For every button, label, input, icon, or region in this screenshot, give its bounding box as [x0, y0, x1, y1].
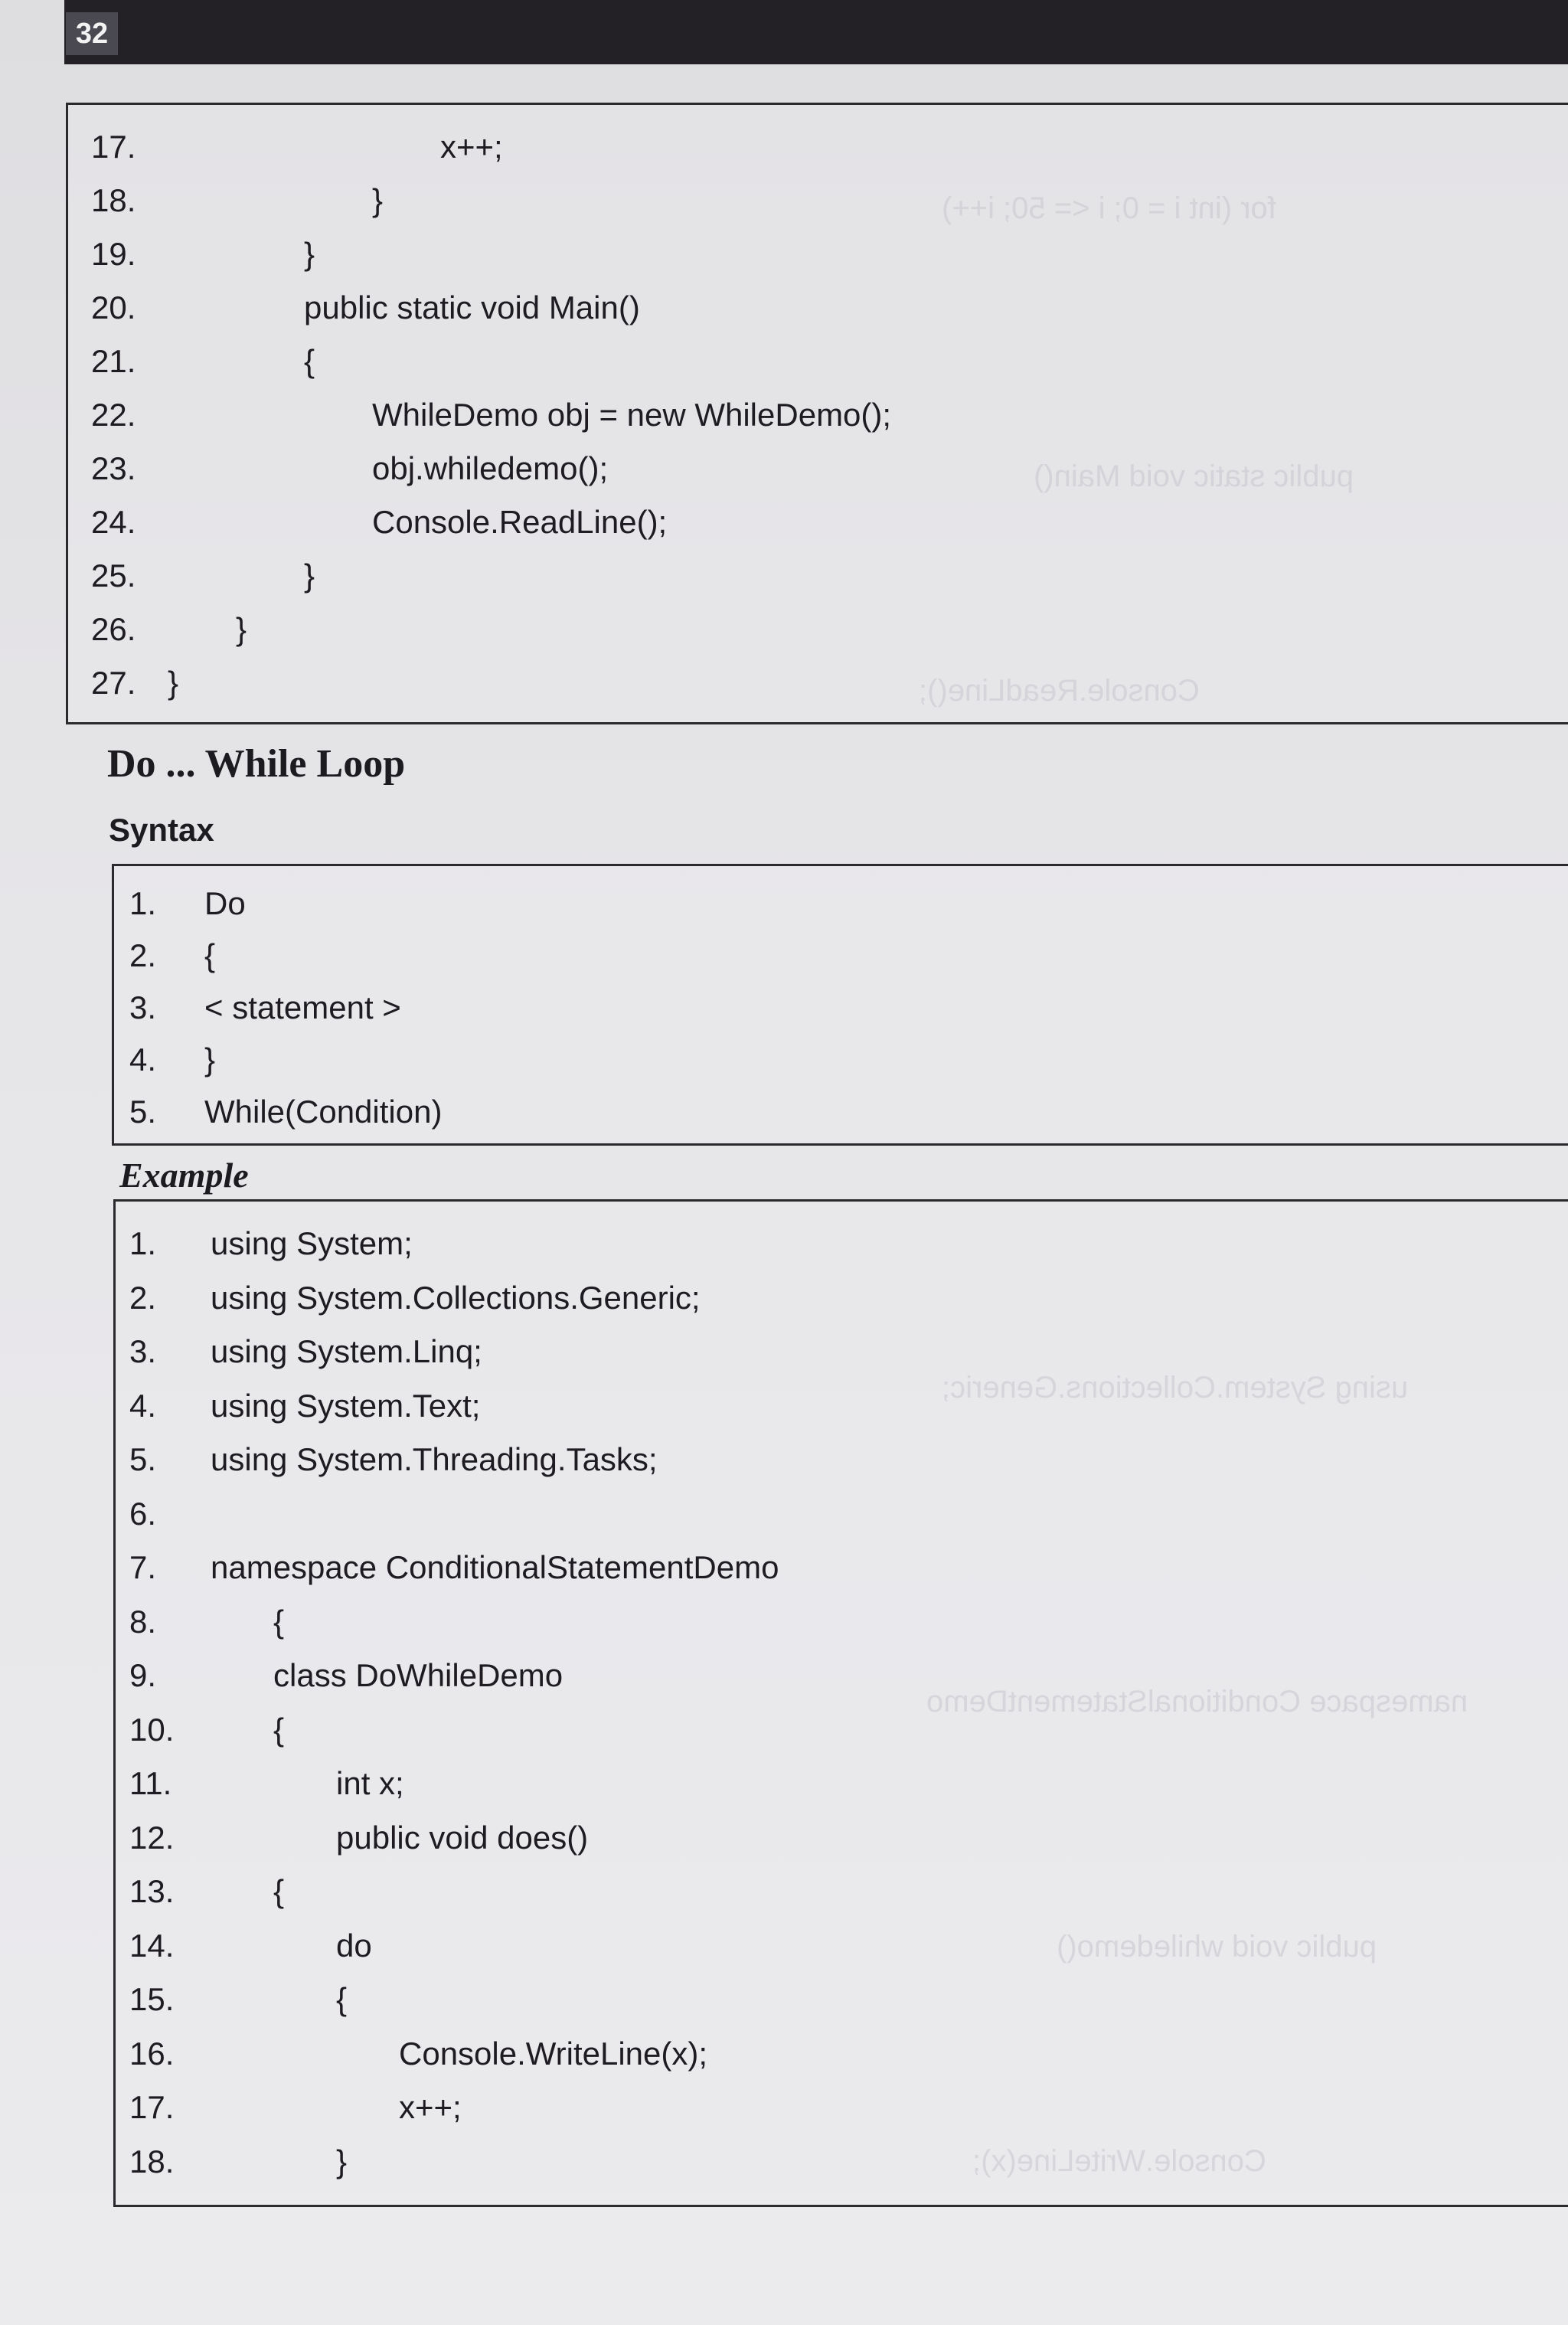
code-line	[116, 2135, 1568, 2189]
line-number: 13.	[129, 1873, 175, 1909]
code-line	[116, 2081, 1568, 2134]
line-number: 12.	[129, 1819, 175, 1856]
line-code: x++;	[440, 129, 503, 165]
line-number: 23.	[91, 450, 136, 486]
code-line	[114, 981, 1568, 1035]
line-number: 8.	[129, 1603, 157, 1640]
line-code: Do	[204, 885, 246, 921]
code-line	[116, 1595, 1568, 1649]
code-line	[116, 1433, 1568, 1486]
line-code: namespace ConditionalStatementDemo	[211, 1549, 779, 1585]
code-line	[116, 1757, 1568, 1810]
line-number: 27.	[91, 665, 136, 701]
line-number: 3.	[129, 1333, 157, 1369]
line-number: 18.	[129, 2143, 175, 2179]
line-code: obj.whiledemo();	[372, 450, 609, 486]
line-code: class DoWhileDemo	[273, 1657, 564, 1693]
line-code: Console.ReadLine();	[372, 504, 668, 540]
bleed-through-text: public static void Main()	[1034, 459, 1354, 493]
line-number: 14.	[129, 1927, 175, 1964]
line-number: 22.	[91, 397, 136, 433]
line-number: 7.	[129, 1549, 157, 1585]
bleed-through-text: namespace ConditionalStatementDemo	[926, 1685, 1468, 1718]
code-line	[68, 120, 1568, 174]
code-line	[68, 281, 1568, 335]
section-title: Do ... While Loop	[107, 742, 406, 786]
line-code: x++;	[399, 2089, 462, 2125]
code-line	[114, 877, 1568, 930]
line-number: 11.	[129, 1765, 172, 1801]
code-line	[116, 1217, 1568, 1270]
code-line	[68, 174, 1568, 227]
bleed-through-text: for (int i = 0; i <= 50; i++)	[942, 191, 1276, 225]
line-code: }	[304, 558, 315, 594]
line-code: {	[336, 1981, 348, 2017]
line-code: {	[204, 937, 216, 973]
line-number: 10.	[129, 1711, 175, 1748]
line-code: {	[273, 1873, 285, 1909]
line-number: 26.	[91, 611, 136, 647]
line-code: }	[204, 1042, 216, 1077]
code-line	[116, 1811, 1568, 1865]
line-code: using System;	[211, 1225, 413, 1261]
line-number: 15.	[129, 1981, 175, 2017]
code-line	[68, 388, 1568, 442]
code-line	[116, 1703, 1568, 1757]
line-code: {	[273, 1711, 285, 1748]
line-code: using System.Threading.Tasks;	[211, 1441, 658, 1477]
code-line	[116, 1919, 1568, 1973]
line-number: 17.	[91, 129, 136, 165]
line-number: 6.	[129, 1495, 157, 1532]
line-number: 3.	[129, 989, 157, 1025]
line-number: 1.	[129, 885, 157, 921]
code-line	[116, 1649, 1568, 1702]
code-line	[68, 603, 1568, 656]
line-code: }	[372, 182, 384, 218]
line-number: 21.	[91, 343, 136, 379]
line-code: }	[168, 665, 179, 701]
code-line	[68, 335, 1568, 388]
line-code: Console.WriteLine(x);	[399, 2035, 708, 2072]
code-line	[68, 656, 1568, 710]
line-code: int x;	[336, 1765, 404, 1801]
line-code: }	[236, 611, 247, 647]
page-number: 32	[66, 12, 118, 55]
line-code: public static void Main()	[304, 289, 640, 325]
code-line	[114, 1033, 1568, 1087]
line-number: 19.	[91, 236, 136, 272]
page-header-bar	[64, 0, 1568, 64]
line-code: do	[336, 1927, 372, 1964]
bleed-through-text: public void whiledemo()	[1057, 1930, 1377, 1964]
line-number: 2.	[129, 1279, 157, 1316]
line-number: 5.	[129, 1441, 157, 1477]
line-code: WhileDemo obj = new WhileDemo();	[372, 397, 892, 433]
code-line	[114, 1085, 1568, 1139]
line-number: 9.	[129, 1657, 157, 1693]
line-code: While(Condition)	[204, 1094, 443, 1130]
syntax-listing	[112, 864, 1568, 1146]
line-code: using System.Text;	[211, 1387, 481, 1424]
example-listing	[113, 1199, 1568, 2207]
code-line	[68, 442, 1568, 495]
line-code: < statement >	[204, 989, 401, 1025]
code-line	[68, 495, 1568, 549]
example-heading: Example	[119, 1156, 249, 1195]
line-number: 24.	[91, 504, 136, 540]
code-line	[116, 1973, 1568, 2026]
code-line	[116, 1379, 1568, 1433]
bleed-through-text: using System.Collections.Generic;	[942, 1371, 1409, 1404]
line-number: 17.	[129, 2089, 175, 2125]
code-line	[116, 1865, 1568, 1918]
line-code: using System.Linq;	[211, 1333, 482, 1369]
line-code: }	[336, 2143, 348, 2179]
line-number: 2.	[129, 937, 157, 973]
line-number: 1.	[129, 1225, 157, 1261]
line-code: {	[304, 343, 315, 379]
code-line	[116, 1325, 1568, 1378]
line-number: 4.	[129, 1387, 157, 1424]
line-code: }	[304, 236, 315, 272]
bleed-through-text: Console.WriteLine(x);	[972, 2144, 1266, 2178]
line-number: 5.	[129, 1094, 157, 1130]
code-line	[68, 549, 1568, 603]
line-number: 4.	[129, 1042, 157, 1077]
code-listing-top	[66, 103, 1568, 724]
line-number: 18.	[91, 182, 136, 218]
syntax-heading: Syntax	[109, 812, 214, 848]
code-line	[114, 929, 1568, 983]
code-line	[116, 1541, 1568, 1594]
line-number: 25.	[91, 558, 136, 594]
code-line	[116, 1487, 1568, 1541]
code-line	[116, 1271, 1568, 1325]
bleed-through-text: Console.ReadLine();	[919, 674, 1200, 708]
line-code: using System.Collections.Generic;	[211, 1279, 701, 1316]
line-number: 16.	[129, 2035, 175, 2072]
code-line	[68, 227, 1568, 281]
code-line	[116, 2027, 1568, 2081]
line-number: 20.	[91, 289, 136, 325]
line-code: public void does()	[336, 1819, 589, 1856]
line-code: {	[273, 1603, 285, 1640]
